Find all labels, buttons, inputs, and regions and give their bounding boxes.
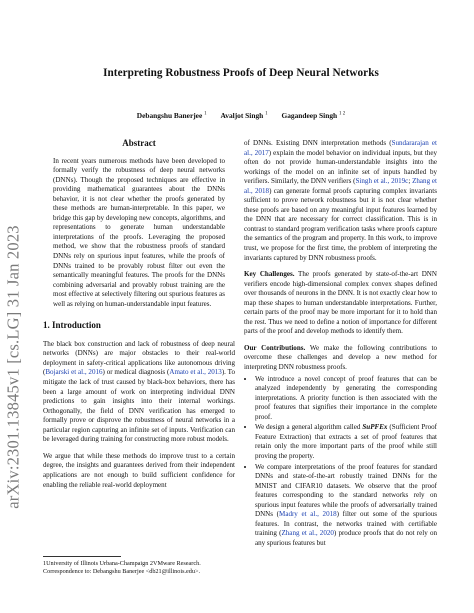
contributions-paragraph: Our Contributions. We make the following contributions to overcome these challenges and develop a new method for interpreting DNN robustness proofs.	[244, 343, 437, 372]
left-column	[43, 139, 235, 490]
citation-link[interactable]: Madry et al., 2018	[279, 510, 337, 519]
citation-link[interactable]: Zhang et al., 2018	[244, 177, 437, 195]
author: Debangshu Banerjee $^1$	[136, 111, 207, 120]
citation-link[interactable]: Sundararajan et al., 2017	[244, 139, 438, 157]
citation-link[interactable]: Amato et al., 2013	[169, 368, 222, 377]
author: Avaljot Singh $^1$	[220, 111, 268, 120]
citation-link[interactable]: Singh et al., 2019c	[355, 177, 409, 186]
list-item: • We compare interpretations of the proof features for standard DNNs and state-of-the-art robustly trained DNNs for the MNIST and CIFAR10 datasets. We observe that the proof features corresponding to the standard networks rely on spurious input features while the proofs of adversarially trained DNNs (Madry et al., 2018) filter out some of the spurious features. In contrast, the networks trained with certifiable training (Zhang et al., 2020) produce proofs that do not rely on any spurious features but	[255, 463, 437, 549]
key-challenges-paragraph: Key Challenges. The proofs generated by state-of-the-art DNN verifiers encode high-dimensional complex convex shapes defined over thousands of neurons in the DNN. It is not exactly clear how to map these shapes to human understandable interpretations. Further, certain parts of the proof may be more important for it to hold than the rest. Thus we need to define a notion of importance for different parts of the proof and develop methods to identify them.	[244, 270, 437, 336]
affiliation-footnote: 1University of Illinois Urbana-Champaign 2VMware Research. Correspondence to: Debangshu Banerjee <db21@illinois.edu>.	[43, 560, 201, 575]
right-column	[244, 139, 437, 549]
body-paragraph: of DNNs. Existing DNN interpretation methods (Sundararajan et al., 2017) explain the model behavior on individual inputs, but they often do not provide human-understandable insights into the workings of the model on an infinite set of inputs handled by verifiers. Similarly, the DNN verifiers (Singh et al., 2019c; Zhang et al., 2018) can generate formal proofs capturing complex invariants sufficient to prove network robustness but it is not clear whether these proofs are based on any meaningful input features learned by the DNN that are necessary for correct classification. This is in contrast to standard program verification tasks where proofs capture the semantics of the program and property. In this work, to improve trust, we propose for the first time, the problem of interpreting the invariants captured by DNN robustness proofs.	[244, 139, 438, 262]
paragraph-label: Our Contributions.	[244, 343, 306, 352]
citation-link[interactable]: Zhang et al., 2020	[281, 529, 334, 538]
arxiv-stamp: arXiv:2301.13845v1 [cs.LG] 31 Jan 2023	[4, 225, 24, 509]
citation-link[interactable]: Bojarski et al., 2016	[45, 368, 103, 377]
author-list	[40, 111, 442, 120]
intro-paragraph: The black box construction and lack of robustness of deep neural networks (DNNs) are major obstacles to their real-world deployment in safety-critical applications like autonomous driving (Bojarski et al., 2016) or medical diagnosis (Amato et al., 2013). To mitigate the lack of trust caused by black-box behaviors, there has been a large amount of work on interpreting individual DNN predictions to gain insights into their internal workings. Orthogonally, the field of DNN verification has emerged to formally prove or disprove the robustness of neural networks in a particular region capturing an infinite set of inputs. Verification can be leveraged during training for constructing more robust models.	[43, 339, 235, 444]
list-item: • We introduce a novel concept of proof features that can be analyzed independently by generating the corresponding interpretations. A priority function is then associated with the proof features that signifies their importance in the complete proof.	[255, 375, 437, 423]
contributions-list	[244, 375, 437, 549]
footnote-rule	[43, 556, 121, 557]
section-heading-introduction: 1. Introduction	[43, 320, 101, 331]
list-item: • We design a general algorithm called SuPFEx (Sufficient Proof Feature Extraction) that extracts a set of proof features that retain only the more important parts of the proof while still proving the property.	[255, 423, 437, 461]
paragraph-label: Key Challenges.	[244, 270, 295, 279]
abstract-text: In recent years numerous methods have been developed to formally verify the robustness of deep neural networks (DNNs). Though the proposed techniques are effective in providing mathematical guarantees about the DNNs behavior, it is not clear whether the proofs generated by these methods are human-interpretable. In this paper, we bridge this gap by developing new concepts, algorithms, and representations to generate human understandable interpretations of the proofs. Leveraging the proposed method, we show that the robustness proofs of standard DNNs rely on spurious input features, while the proofs of DNNs trained to be provably robust filter out even the semantically meaningful features. The proofs for the DNNs combining adversarial and provably robust training are the most effective at selectively filtering out spurious features as well as relying on human-understandable input features.	[53, 156, 225, 308]
abstract-heading: Abstract	[122, 138, 156, 148]
paper-title: Interpreting Robustness Proofs of Deep Neural Networks	[103, 67, 379, 79]
author: Gagandeep Singh $^{1 2}$	[281, 111, 346, 120]
algorithm-name: SuPFEx	[362, 423, 388, 432]
intro-paragraph: We argue that while these methods do improve trust to a certain degree, the insights and guarantees derived from their independent applications are not enough to build sufficient confidence for enabling the reliable real-world deployment	[43, 451, 235, 489]
